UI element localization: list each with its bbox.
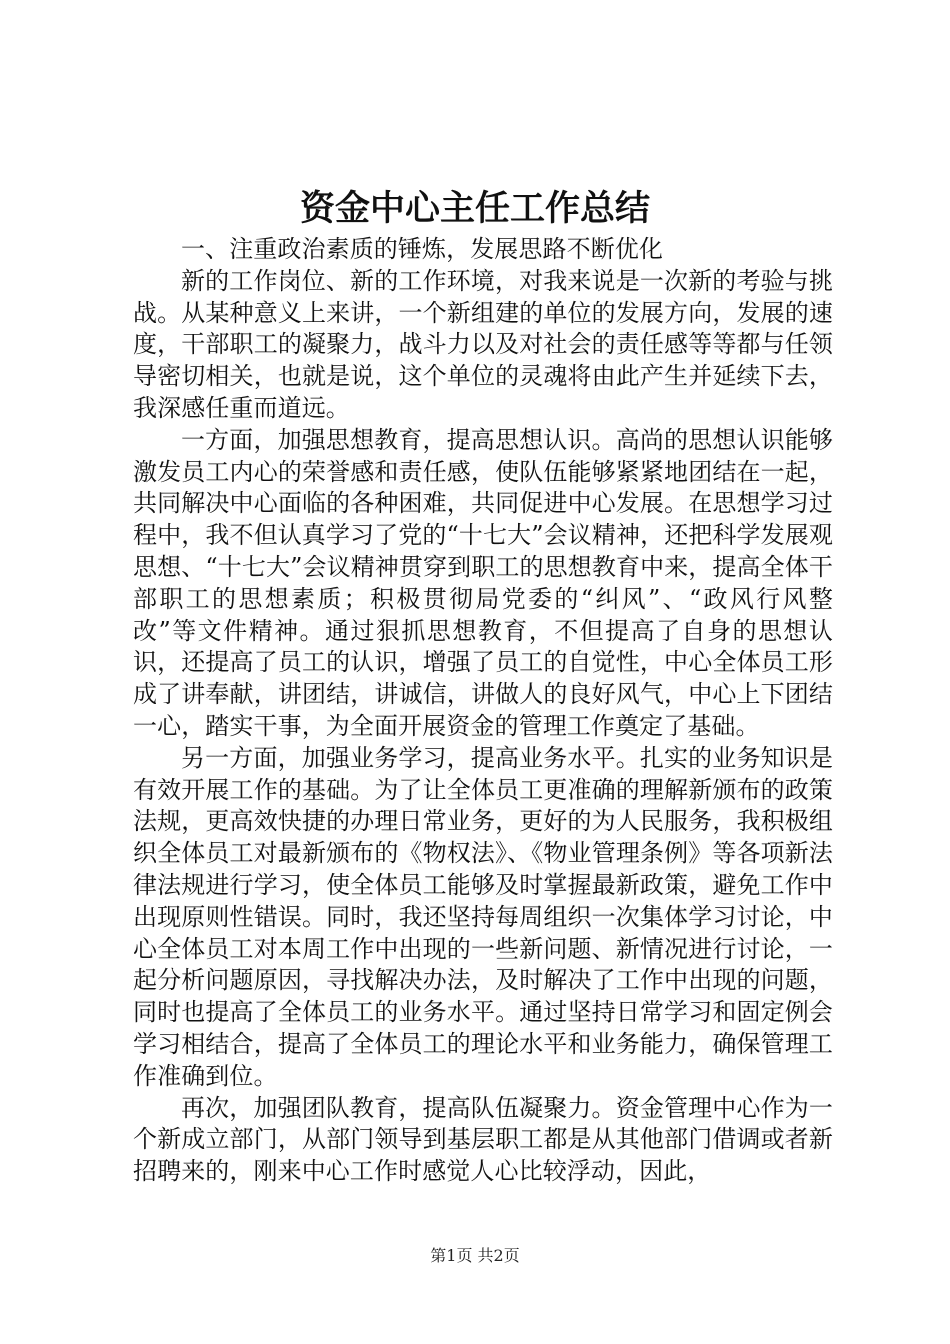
paragraph: 新的工作岗位、新的工作环境，对我来说是一次新的考验与挑战。从某种意义上来讲，一个新组建的单位的发展方向，发展的速度，干部职工的凝聚力，战斗力以及对社会的责任感等等都与任领导密切相关，也就是说，这个单位的灵魂将由此产生并延续下去，我深感任重而道远。 xyxy=(133,266,833,422)
document-body xyxy=(133,234,833,1188)
paragraph: 另一方面，加强业务学习，提高业务水平。扎实的业务知识是有效开展工作的基础。为了让全体员工更准确的理解新颁布的政策法规，更高效快捷的办理日常业务，更好的为人民服务，我积极组织全体员工对最新颁布的《物权法》、《物业管理条例》等各项新法律法规进行学习，使全体员工能够及时掌握最新政策，避免工作中出现原则性错误。同时，我还坚持每周组织一次集体学习讨论，中心全体员工对本周工作中出现的一些新问题、新情况进行讨论，一起分析问题原因，寻找解决办法，及时解决了工作中出现的问题，同时也提高了全体员工的业务水平。通过坚持日常学习和固定例会学习相结合，提高了全体员工的理论水平和业务能力，确保管理工作准确到位。 xyxy=(133,743,833,1090)
page-number-footer: 第1页 共2页 xyxy=(430,1246,520,1265)
paragraph: 再次，加强团队教育，提高队伍凝聚力。资金管理中心作为一个新成立部门，从部门领导到基层职工都是从其他部门借调或者新招聘来的，刚来中心工作时感觉人心比较浮动，因此， xyxy=(133,1093,833,1186)
paragraph: 一方面，加强思想教育，提高思想认识。高尚的思想认识能够激发员工内心的荣誉感和责任感，使队伍能够紧紧地团结在一起，共同解决中心面临的各种困难，共同促进中心发展。在思想学习过程中，我不但认真学习了党的“十七大”会议精神，还把科学发展观思想、“十七大”会议精神贯穿到职工的思想教育中来，提高全体干部职工的思想素质；积极贯彻局党委的“纠风”、“政风行风整改”等文件精神。通过狠抓思想教育，不但提高了自身的思想认识，还提高了员工的认识，增强了员工的自觉性，中心全体员工形成了讲奉献，讲团结，讲诚信，讲做人的良好风气，中心上下团结一心，踏实干事，为全面开展资金的管理工作奠定了基础。 xyxy=(133,425,833,740)
section-heading: 一、注重政治素质的锤炼，发展思路不断优化 xyxy=(181,235,663,263)
document-title: 资金中心主任工作总结 xyxy=(299,188,650,229)
